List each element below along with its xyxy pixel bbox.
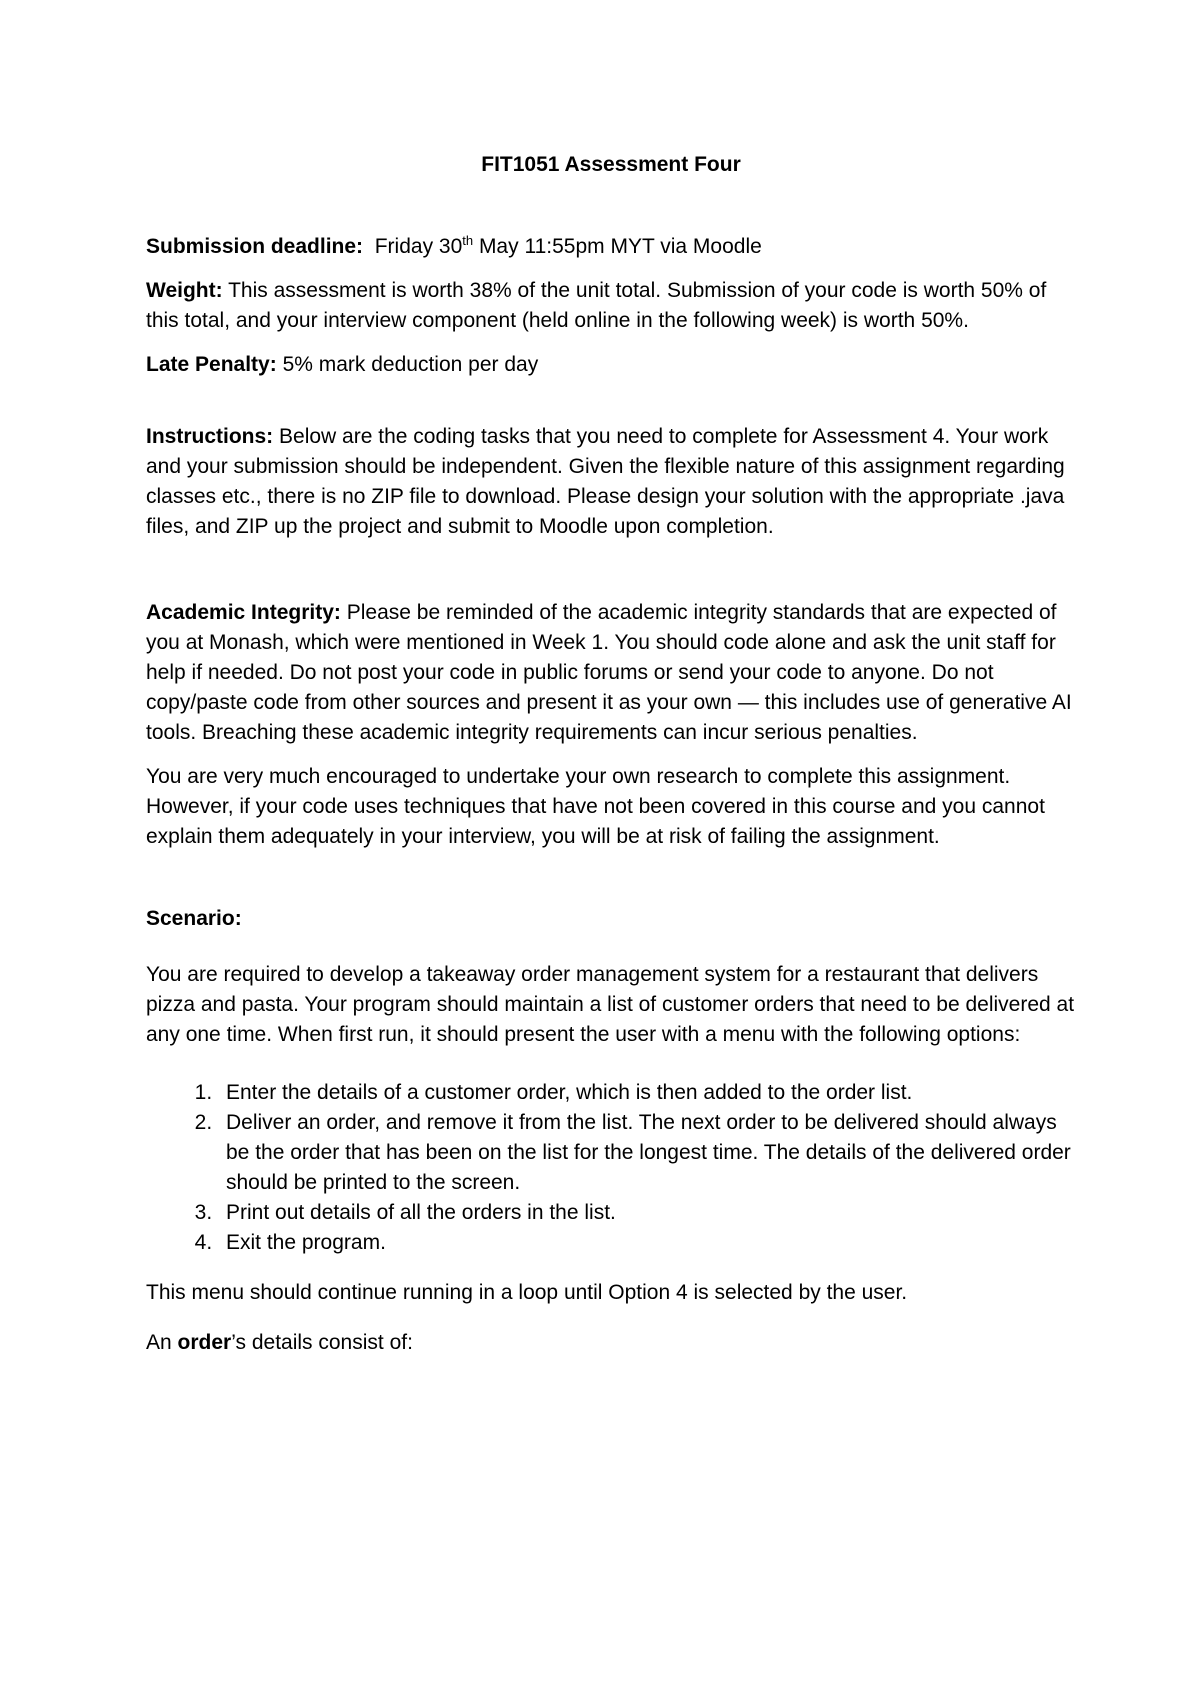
- order-prefix: An: [146, 1331, 178, 1354]
- scenario-intro: You are required to develop a takeaway order management system for a restaurant that delivers pizza and pasta. Your program should maintain a list of customer orders that need to be delivered at any one time. When first run, it should present the user with a menu with the following options:: [146, 963, 1075, 1046]
- instructions-paragraph: [146, 422, 1076, 542]
- late-penalty-label: Late Penalty:: [146, 353, 277, 376]
- late-penalty-text: 5% mark deduction per day: [282, 353, 539, 376]
- submission-rest: May 11:55pm MYT via Moodle: [473, 235, 762, 258]
- loop-note: This menu should continue running in a loop until Option 4 is selected by the user.: [146, 1281, 908, 1304]
- order-suffix: ’s details consist of:: [231, 1331, 413, 1354]
- research-note: You are very much encouraged to undertake your own research to complete this assignment. However, if your code uses techniques that have not been covered in this course and you cannot explain them adequately in your interview, you will be at risk of failing the assignment.: [146, 765, 1045, 848]
- submission-label: Submission deadline:: [146, 235, 364, 258]
- instructions-label: Instructions:: [146, 425, 274, 448]
- list-item: 1. Enter the details of a customer order, which is then added to the order list.: [218, 1078, 1076, 1108]
- submission-day-suffix: th: [462, 233, 474, 248]
- academic-integrity-label: Academic Integrity:: [146, 601, 341, 624]
- academic-integrity-paragraph: [146, 598, 1076, 748]
- instructions-text: Below are the coding tasks that you need to complete for Assessment 4. Your work and your submission should be independent. Given the flexible nature of this assignment regarding classes etc., there is no ZIP file to download. Please design your solution with the appropriate .java files, and ZIP up the project and submit to Moodle upon completion.: [146, 425, 1065, 538]
- late-penalty-paragraph: [146, 350, 1076, 380]
- weight-paragraph: [146, 276, 1076, 336]
- list-item: 4. Exit the program.: [218, 1228, 1076, 1258]
- order-details-intro: [146, 1328, 1076, 1358]
- scenario-label: Scenario:: [146, 907, 242, 930]
- weight-label: Weight:: [146, 279, 223, 302]
- order-bold: order: [177, 1331, 232, 1354]
- document-title: FIT1051 Assessment Four: [481, 153, 741, 176]
- list-item: 2. Deliver an order, and remove it from the list. The next order to be delivered should always be the order that has been on the list for the longest time. The details of the delivered order should be printed to the screen.: [218, 1108, 1076, 1198]
- list-item: 3. Print out details of all the orders in the list.: [218, 1198, 1076, 1228]
- menu-options-list: [146, 1078, 1076, 1258]
- weight-text: This assessment is worth 38% of the unit total. Submission of your code is worth 50% of this total, and your interview component (held online in the following week) is worth 50%.: [146, 279, 1047, 332]
- submission-day: Friday 30: [374, 235, 463, 258]
- document-body: [146, 150, 1076, 1372]
- academic-integrity-text: Please be reminded of the academic integrity standards that are expected of you at Monash, which were mentioned in Week 1. You should code alone and ask the unit staff for help if needed. Do not post your code in public forums or send your code to anyone. Do not copy/paste code from other sources and present it as your own — this includes use of generative AI tools. Breaching these academic integrity requirements can incur serious penalties.: [146, 601, 1072, 744]
- submission-deadline: [146, 232, 1076, 262]
